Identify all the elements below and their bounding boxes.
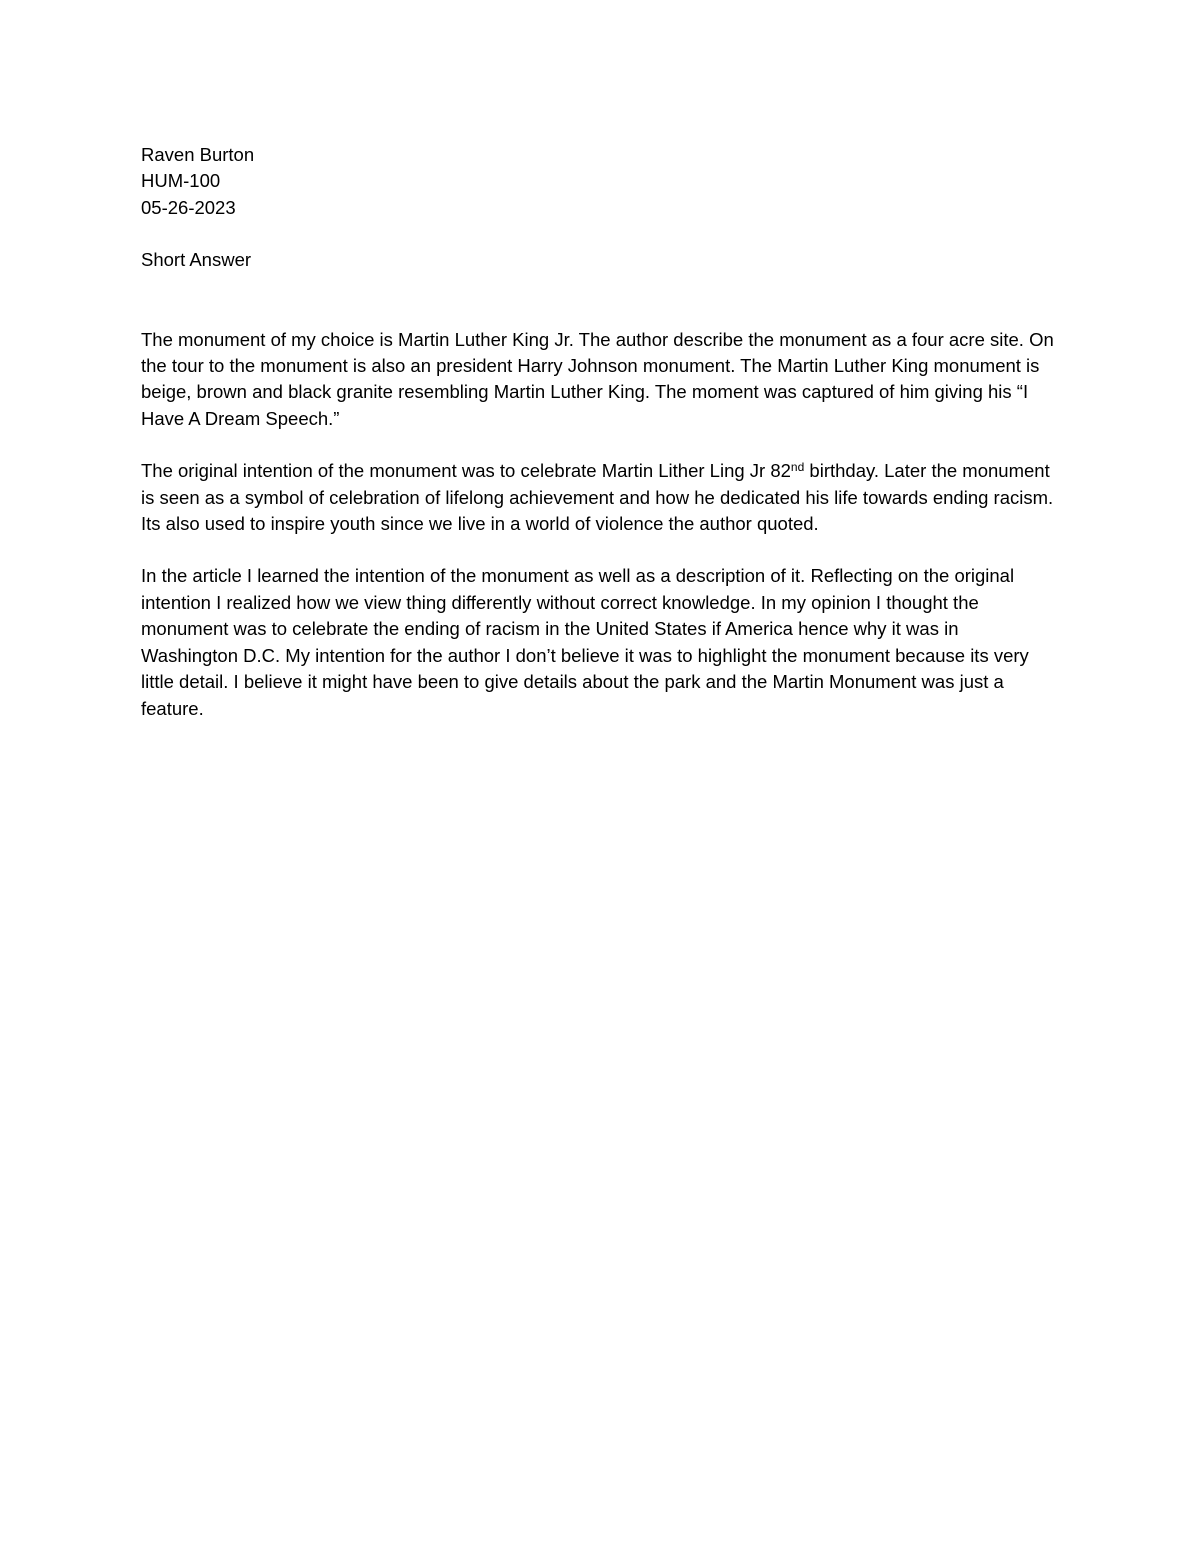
- paragraph-2-text-start: The original intention of the monument was to celebrate Martin Lither Ling Jr 82: [141, 460, 791, 482]
- author-name: Raven Burton: [141, 144, 255, 165]
- course-code: HUM-100: [141, 170, 221, 192]
- paragraph-2: [141, 458, 1056, 537]
- paragraph-3: In the article I learned the intention of the monument as well as a description of it. Reflecting on the original intention I realized how we view thing differently without correct knowledge. In my opinion I thought the monument was to celebrate the ending of racism in the United States if America hence why it was in Washington D.C. My intention for the author I don’t believe it was to highlight the monument because its very little detail. I believe it might have been to give details about the park and the Martin Monument was just a feature.: [141, 565, 1029, 719]
- document-body: [141, 142, 1061, 722]
- document-title: Short Answer: [141, 249, 252, 271]
- paragraph-2-text-end: birthday. Later the monument is seen as a symbol of celebration of lifelong achievement and how he dedicated his life towards ending racism. Its also used to inspire youth since we live in a world of violence the author quoted.: [141, 460, 1054, 535]
- document-date: 05-26-2023: [141, 196, 236, 218]
- paragraph-1: The monument of my choice is Martin Luther King Jr. The author describe the monument as a four acre site. On the tour to the monument is also an president Harry Johnson monument. The Martin Luther King monument is beige, brown and black granite resembling Martin Luther King. The moment was captured of him giving his “I Have A Dream Speech.”: [141, 328, 1054, 429]
- ordinal-superscript: nd: [790, 460, 805, 475]
